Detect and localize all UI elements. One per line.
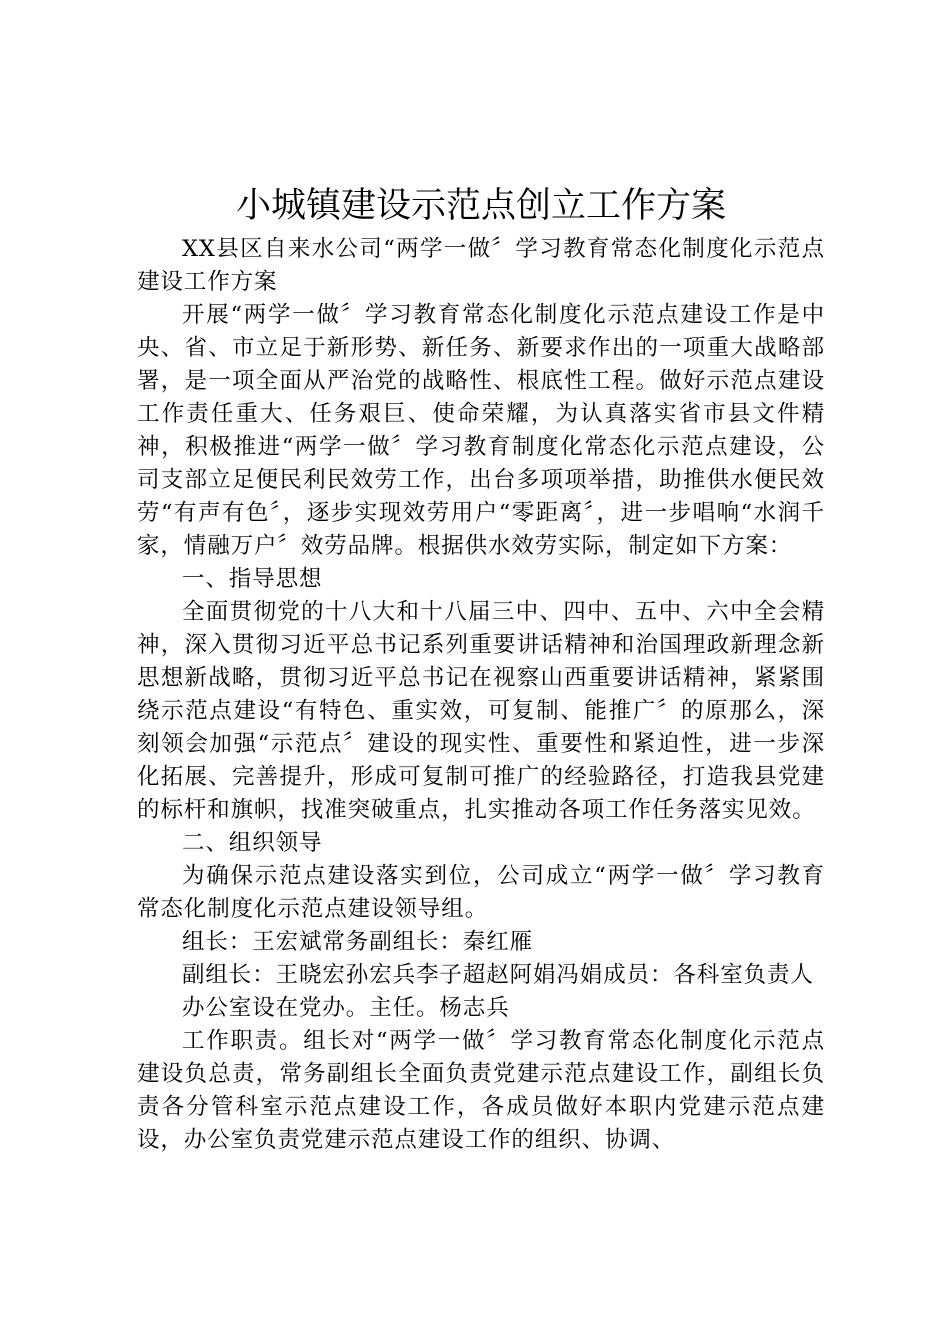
document-page (137, 182, 825, 1157)
paragraph-leadership-group: 为确保示范点建设落实到位，公司成立“两学一做〞学习教育常态化制度化示范点建设领导组。 (137, 863, 825, 922)
paragraph-deputy-leaders: 副组长：王晓宏孙宏兵李子超赵阿娟冯娟成员：各科室负责人 (182, 962, 814, 988)
paragraph-introduction: 开展“两学一做〞学习教育常态化制度化示范点建设工作是中央、省、市立足于新形势、新任务、新要求作出的一项重大战略部署，是一项全面从严治党的战略性、根底性工程。做好示范点建设工作责任重大、任务艰巨、使命荣耀，为认真落实省市县文件精神，积极推进“两学一做〞学习教育制度化常态化示范点建设，公司支部立足便民利民效劳工作，出台多项项举措，助推供水便民效劳“有声有色〞，逐步实现效劳用户“零距离〞，进一步唱响“水润千家，情融万户〞效劳品牌。根据供水效劳实际，制定如下方案： (137, 302, 825, 559)
section-heading-guiding-ideology: 一、指导思想 (182, 566, 323, 592)
paragraph-office: 办公室设在党办。主任。杨志兵 (182, 995, 510, 1021)
paragraph-group-leader: 组长：王宏斌常务副组长：秦红雁 (182, 929, 534, 955)
paragraph-responsibilities: 工作职责。组长对“两学一做〞学习教育常态化制度化示范点建设负总责，常务副组长全面负责党建示范点建设工作，副组长负责各分管科室示范点建设工作，各成员做好本职内党建示范点建设，办公室负责党建示范点建设工作的组织、协调、 (137, 1028, 825, 1153)
paragraph-guiding-ideology: 全面贯彻党的十八大和十八届三中、四中、五中、六中全会精神，深入贯彻习近平总书记系列重要讲话精神和治国理政新理念新思想新战略，贯彻习近平总书记在视察山西重要讲话精神，紧紧围绕示范点建设“有特色、重实效，可复制、能推广〞的原那么，深刻领会加强“示范点〞建设的现实性、重要性和紧迫性，进一步深化拓展、完善提升，形成可复制可推广的经验路径，打造我县党建的标杆和旗帜，找准突破重点，扎实推动各项工作任务落实见效。 (137, 599, 825, 823)
document-title: 小城镇建设示范点创立工作方案 (235, 186, 726, 226)
paragraph-plan-heading: XX县区自来水公司“两学一做〞学习教育常态化制度化示范点建设工作方案 (137, 236, 825, 295)
section-heading-organization: 二、组织领导 (182, 830, 323, 856)
